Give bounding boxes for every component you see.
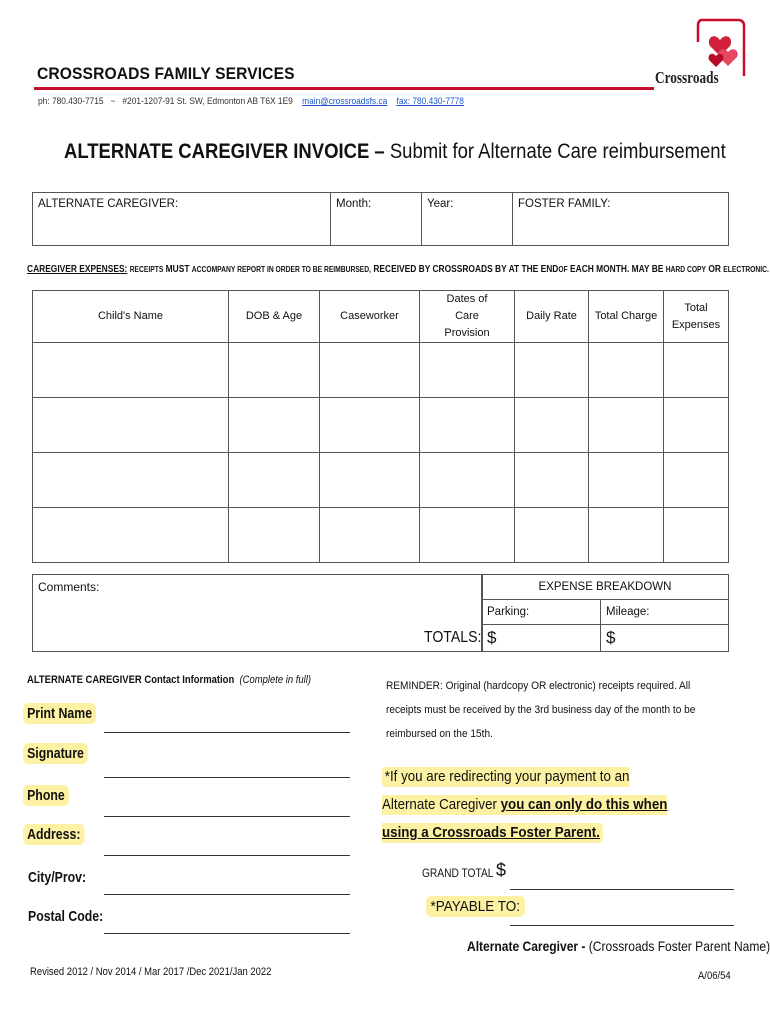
address-field[interactable] [104,855,350,856]
signature-label: Signature [23,745,88,762]
totals-label: TOTALS: [424,629,482,646]
expense-breakdown-table [481,574,729,652]
reminder-text: REMINDER: Original (hardcopy OR electronic) receipts required. All receipts must be received by the 3rd business day of the month to be reimbursed on the 15th. [386,680,696,740]
parking-total-field[interactable]: $ [482,625,601,652]
comments-box[interactable] [32,574,483,652]
foster-family-cell[interactable] [513,193,729,246]
header-daily-rate: Daily Rate [515,291,589,343]
grand-total-label: GRAND TOTAL [422,866,494,880]
caregiver-label: ALTERNATE CAREGIVER: [38,198,179,210]
table-cell[interactable] [664,453,729,508]
table-cell[interactable] [515,398,589,453]
month-label: Month: [336,198,372,210]
table-cell[interactable] [33,508,229,563]
table-cell[interactable] [320,343,420,398]
phone-prefix: ph: [38,96,50,107]
form-code: A/06/54 [698,970,731,982]
year-cell[interactable] [422,193,513,246]
table-cell[interactable] [320,398,420,453]
contact-info-note: (Complete in full) [239,674,312,686]
table-row [33,508,729,563]
expenses-note: CAREGIVER EXPENSES: RECEIPTS MUST ACCOMPANY REPORT IN ORDER TO BE REIMBURSED, RECEIVED BY CROSSROADS BY AT THE ENDOF EACH MONTH. MAY BE HARD COPY OR ELECTRONIC. [27,264,769,275]
table-row [33,343,729,398]
contact-info-heading: ALTERNATE CAREGIVER Contact Information (Complete in full) [27,674,312,686]
table-cell[interactable] [589,398,664,453]
header-caseworker: Caseworker [320,291,420,343]
form-title [64,140,726,164]
payable-to-field[interactable] [510,925,734,926]
parking-label: Parking: [482,600,601,625]
address-label: Address: [23,826,85,843]
payable-to-label: *PAYABLE TO: [426,898,525,915]
postal-code-label: Postal Code: [28,908,104,925]
alternate-caregiver-note: Alternate Caregiver - (Crossroads Foster Parent Name) [467,938,770,954]
table-cell[interactable] [589,453,664,508]
table-row [33,453,729,508]
fax-number: fax: 780.430-7778 [396,96,464,107]
table-cell[interactable] [515,343,589,398]
contact-line [38,96,464,107]
table-row [33,398,729,453]
organization-name: CROSSROADS FAMILY SERVICES [37,64,295,83]
table-cell[interactable] [515,508,589,563]
grand-total-field[interactable] [510,889,734,890]
table-cell[interactable] [320,508,420,563]
table-cell[interactable] [664,343,729,398]
separator: ~ [110,96,116,107]
table-cell[interactable] [664,508,729,563]
office-address: #201-1207-91 St. SW, Edmonton AB T6X 1E9 [122,96,293,107]
grand-total-dollar: $ [496,860,507,880]
month-cell[interactable] [331,193,422,246]
table-cell[interactable] [664,398,729,453]
foster-family-label: FOSTER FAMILY: [518,198,611,210]
header-rule [34,87,654,90]
phone-field[interactable] [104,816,350,817]
city-prov-field[interactable] [104,894,350,895]
table-cell[interactable] [33,453,229,508]
caregiver-cell[interactable] [33,193,331,246]
table-cell[interactable] [515,453,589,508]
table-cell[interactable] [33,398,229,453]
header-dates-of-care: Dates of Care Provision [420,291,515,343]
table-cell[interactable] [589,508,664,563]
table-cell[interactable] [229,508,320,563]
header-total-charge: Total Charge [589,291,664,343]
mileage-label: Mileage: [601,600,729,625]
table-cell[interactable] [420,343,515,398]
phone-label: Phone [23,787,69,804]
form-title-bold: ALTERNATE CAREGIVER INVOICE – [64,140,385,163]
table-cell[interactable] [229,398,320,453]
table-cell[interactable] [229,343,320,398]
signature-field[interactable] [104,777,350,778]
print-name-field[interactable] [104,732,350,733]
year-label: Year: [427,198,454,210]
table-cell[interactable] [420,398,515,453]
table-cell[interactable] [420,453,515,508]
expenses-label: CAREGIVER EXPENSES: [27,264,128,275]
comments-label: Comments: [38,580,100,594]
city-prov-label: City/Prov: [28,869,87,886]
caregiver-info-table [32,192,729,246]
table-cell[interactable] [420,508,515,563]
table-cell[interactable] [229,453,320,508]
logo-wordmark: Crossroads [655,68,719,87]
header-total-expenses: Total Expenses [664,291,729,343]
email-link[interactable]: main@crossroadsfs.ca [302,96,388,107]
header-dob-age: DOB & Age [229,291,320,343]
table-cell[interactable] [33,343,229,398]
redirect-note: *If you are redirecting your payment to an Alternate Caregiver you can only do this when using a Crossroads Foster Parent. [382,769,668,841]
mileage-total-field[interactable]: $ [601,625,729,652]
form-title-subtitle: Submit for Alternate Care reimbursement [384,140,726,163]
table-cell[interactable] [589,343,664,398]
revision-history: Revised 2012 / Nov 2014 / Mar 2017 /Dec 2021/Jan 2022 [30,966,272,978]
header-childs-name: Child's Name [33,291,229,343]
print-name-label: Print Name [23,705,96,722]
expense-breakdown-header: EXPENSE BREAKDOWN [482,575,729,600]
expenses-table [32,290,729,563]
postal-code-field[interactable] [104,933,350,934]
phone-number: 780.430-7715 [51,96,104,107]
table-cell[interactable] [320,453,420,508]
